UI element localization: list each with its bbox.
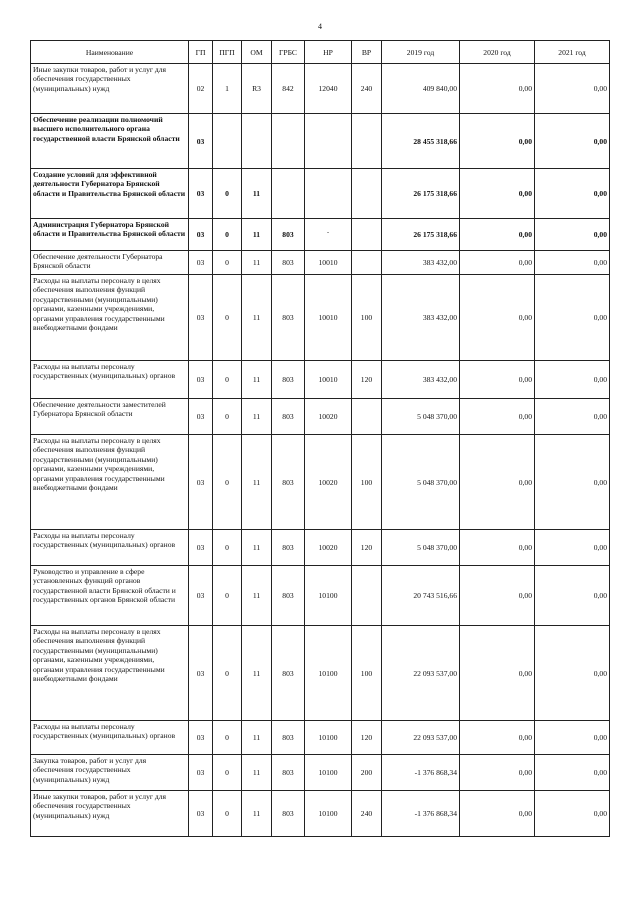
cell-om: 11: [242, 275, 272, 361]
cell-2019: 22 093 537,00: [382, 721, 460, 755]
cell-2021: 0,00: [535, 251, 610, 275]
cell-2019: 26 175 318,66: [382, 219, 460, 251]
col-header-2021: 2021 год: [535, 41, 610, 64]
table-row: [31, 275, 610, 361]
cell-pgp: 0: [213, 626, 242, 721]
cell-om: 11: [242, 530, 272, 566]
cell-pgp: 0: [213, 219, 242, 251]
cell-name: Расходы на выплаты персоналу государственных (муниципальных) органов: [31, 721, 189, 755]
cell-gp: 03: [189, 219, 213, 251]
cell-nr: 10100: [305, 755, 352, 791]
table-row: [31, 626, 610, 721]
col-header-vr: ВР: [352, 41, 382, 64]
cell-grbs: 803: [272, 361, 305, 399]
cell-2020: 0,00: [460, 530, 535, 566]
cell-2021: 0,00: [535, 399, 610, 435]
cell-2020: 0,00: [460, 64, 535, 114]
cell-2019: 5 048 370,00: [382, 530, 460, 566]
cell-2019: 22 093 537,00: [382, 626, 460, 721]
cell-2019: 26 175 318,66: [382, 169, 460, 219]
cell-grbs: 803: [272, 530, 305, 566]
table-row: [31, 399, 610, 435]
cell-2021: 0,00: [535, 64, 610, 114]
table-row: [31, 721, 610, 755]
cell-om: 11: [242, 219, 272, 251]
cell-gp: 03: [189, 435, 213, 530]
cell-vr: 120: [352, 530, 382, 566]
cell-2019: 5 048 370,00: [382, 399, 460, 435]
table-row: [31, 530, 610, 566]
cell-name: Расходы на выплаты персоналу в целях обеспечения выполнения функций государственными (муниципальными) органами, казенными учреждениями, органами управления государственными внебюджетными фондами: [31, 435, 189, 530]
cell-name: Обеспечение реализации полномочий высшего исполнительного органа государственной власти Брянской области: [31, 114, 189, 169]
cell-pgp: 0: [213, 251, 242, 275]
cell-om: R3: [242, 64, 272, 114]
cell-2021: 0,00: [535, 275, 610, 361]
cell-vr: [352, 251, 382, 275]
cell-pgp: 0: [213, 721, 242, 755]
col-header-om: ОМ: [242, 41, 272, 64]
cell-pgp: 0: [213, 530, 242, 566]
cell-name: Обеспечение деятельности Губернатора Брянской области: [31, 251, 189, 275]
cell-2021: 0,00: [535, 755, 610, 791]
cell-name: Расходы на выплаты персоналу в целях обеспечения выполнения функций государственными (муниципальными) органами, казенными учреждениями, органами управления государственными внебюджетными фондами: [31, 275, 189, 361]
cell-nr: 10100: [305, 566, 352, 626]
cell-2021: 0,00: [535, 219, 610, 251]
cell-grbs: 803: [272, 219, 305, 251]
table-row: [31, 169, 610, 219]
cell-gp: 03: [189, 251, 213, 275]
table-row: [31, 791, 610, 837]
cell-om: 11: [242, 169, 272, 219]
cell-vr: [352, 399, 382, 435]
cell-nr: [305, 169, 352, 219]
cell-om: 11: [242, 721, 272, 755]
cell-grbs: 803: [272, 626, 305, 721]
cell-vr: 100: [352, 435, 382, 530]
cell-name: Создание условий для эффективной деятельности Губернатора Брянской области и Правительства Брянской области: [31, 169, 189, 219]
cell-2019: 5 048 370,00: [382, 435, 460, 530]
cell-2021: 0,00: [535, 626, 610, 721]
budget-table: [30, 40, 610, 837]
cell-om: 11: [242, 566, 272, 626]
col-header-2019: 2019 год: [382, 41, 460, 64]
cell-nr: 12040: [305, 64, 352, 114]
col-header-gp: ГП: [189, 41, 213, 64]
table-row: [31, 755, 610, 791]
cell-nr: 10020: [305, 399, 352, 435]
cell-gp: 03: [189, 399, 213, 435]
cell-pgp: 0: [213, 169, 242, 219]
cell-nr: 10100: [305, 791, 352, 837]
cell-grbs: 803: [272, 251, 305, 275]
cell-2021: 0,00: [535, 435, 610, 530]
cell-vr: [352, 169, 382, 219]
table-row: [31, 114, 610, 169]
cell-gp: 03: [189, 755, 213, 791]
cell-2019: -1 376 868,34: [382, 791, 460, 837]
cell-nr: 10020: [305, 530, 352, 566]
cell-grbs: 842: [272, 64, 305, 114]
cell-2019: 383 432,00: [382, 361, 460, 399]
cell-2019: -1 376 868,34: [382, 755, 460, 791]
col-header-name: Наименование: [31, 41, 189, 64]
cell-2021: 0,00: [535, 721, 610, 755]
cell-nr: `: [305, 219, 352, 251]
cell-pgp: [213, 114, 242, 169]
cell-vr: 100: [352, 275, 382, 361]
cell-pgp: 0: [213, 566, 242, 626]
cell-grbs: 803: [272, 791, 305, 837]
col-header-grbs: ГРБС: [272, 41, 305, 64]
cell-nr: 10020: [305, 435, 352, 530]
cell-om: 11: [242, 399, 272, 435]
cell-gp: 03: [189, 114, 213, 169]
cell-2019: 20 743 516,66: [382, 566, 460, 626]
cell-om: 11: [242, 251, 272, 275]
cell-nr: 10010: [305, 275, 352, 361]
cell-2020: 0,00: [460, 755, 535, 791]
cell-vr: 240: [352, 64, 382, 114]
cell-2019: 28 455 318,66: [382, 114, 460, 169]
cell-name: Руководство и управление в сфере установленных функций органов государственной власти Брянской области и государственных органов Брянской области: [31, 566, 189, 626]
cell-om: [242, 114, 272, 169]
cell-2020: 0,00: [460, 721, 535, 755]
cell-2020: 0,00: [460, 791, 535, 837]
cell-gp: 02: [189, 64, 213, 114]
cell-gp: 03: [189, 566, 213, 626]
cell-name: Расходы на выплаты персоналу государственных (муниципальных) органов: [31, 530, 189, 566]
table-row: [31, 251, 610, 275]
cell-gp: 03: [189, 626, 213, 721]
cell-pgp: 0: [213, 755, 242, 791]
cell-2019: 383 432,00: [382, 251, 460, 275]
cell-2019: 383 432,00: [382, 275, 460, 361]
table-row: [31, 435, 610, 530]
cell-pgp: 1: [213, 64, 242, 114]
table-row: [31, 566, 610, 626]
cell-gp: 03: [189, 721, 213, 755]
page-number: 4: [318, 22, 322, 31]
cell-vr: 200: [352, 755, 382, 791]
cell-2020: 0,00: [460, 275, 535, 361]
cell-2021: 0,00: [535, 361, 610, 399]
cell-2020: 0,00: [460, 361, 535, 399]
cell-grbs: 803: [272, 566, 305, 626]
cell-om: 11: [242, 361, 272, 399]
cell-vr: 120: [352, 361, 382, 399]
cell-grbs: 803: [272, 275, 305, 361]
cell-gp: 03: [189, 169, 213, 219]
cell-2020: 0,00: [460, 566, 535, 626]
cell-vr: 240: [352, 791, 382, 837]
cell-name: Иные закупки товаров, работ и услуг для обеспечения государственных (муниципальных) нужд: [31, 64, 189, 114]
cell-2021: 0,00: [535, 169, 610, 219]
cell-vr: [352, 566, 382, 626]
cell-2020: 0,00: [460, 399, 535, 435]
cell-2020: 0,00: [460, 626, 535, 721]
cell-om: 11: [242, 435, 272, 530]
cell-name: Обеспечение деятельности заместителей Губернатора Брянской области: [31, 399, 189, 435]
cell-2020: 0,00: [460, 219, 535, 251]
cell-gp: 03: [189, 361, 213, 399]
cell-2021: 0,00: [535, 791, 610, 837]
cell-2020: 0,00: [460, 114, 535, 169]
table-row: [31, 361, 610, 399]
col-header-2020: 2020 год: [460, 41, 535, 64]
table-row: [31, 219, 610, 251]
cell-grbs: 803: [272, 721, 305, 755]
cell-vr: [352, 219, 382, 251]
cell-pgp: 0: [213, 399, 242, 435]
cell-vr: 120: [352, 721, 382, 755]
cell-pgp: 0: [213, 361, 242, 399]
cell-name: Администрация Губернатора Брянской области и Правительства Брянской области: [31, 219, 189, 251]
cell-2020: 0,00: [460, 435, 535, 530]
cell-2021: 0,00: [535, 114, 610, 169]
header-row: [31, 41, 610, 64]
cell-gp: 03: [189, 275, 213, 361]
cell-grbs: 803: [272, 755, 305, 791]
cell-om: 11: [242, 791, 272, 837]
cell-nr: [305, 114, 352, 169]
cell-2019: 409 840,00: [382, 64, 460, 114]
cell-vr: 100: [352, 626, 382, 721]
cell-name: Иные закупки товаров, работ и услуг для обеспечения государственных (муниципальных) нужд: [31, 791, 189, 837]
cell-grbs: 803: [272, 399, 305, 435]
cell-nr: 10100: [305, 626, 352, 721]
cell-pgp: 0: [213, 275, 242, 361]
cell-2020: 0,00: [460, 251, 535, 275]
cell-gp: 03: [189, 530, 213, 566]
cell-grbs: [272, 169, 305, 219]
cell-gp: 03: [189, 791, 213, 837]
cell-vr: [352, 114, 382, 169]
cell-name: Закупка товаров, работ и услуг для обеспечения государственных (муниципальных) нужд: [31, 755, 189, 791]
cell-nr: 10010: [305, 361, 352, 399]
cell-pgp: 0: [213, 791, 242, 837]
cell-nr: 10010: [305, 251, 352, 275]
cell-grbs: 803: [272, 435, 305, 530]
cell-name: Расходы на выплаты персоналу государственных (муниципальных) органов: [31, 361, 189, 399]
cell-name: Расходы на выплаты персоналу в целях обеспечения выполнения функций государственными (муниципальными) органами, казенными учреждениями, органами управления государственными внебюджетными фондами: [31, 626, 189, 721]
cell-om: 11: [242, 626, 272, 721]
cell-grbs: [272, 114, 305, 169]
table-row: [31, 64, 610, 114]
cell-om: 11: [242, 755, 272, 791]
col-header-nr: НР: [305, 41, 352, 64]
cell-2020: 0,00: [460, 169, 535, 219]
cell-2021: 0,00: [535, 566, 610, 626]
cell-nr: 10100: [305, 721, 352, 755]
col-header-pgp: ПГП: [213, 41, 242, 64]
cell-2021: 0,00: [535, 530, 610, 566]
cell-pgp: 0: [213, 435, 242, 530]
